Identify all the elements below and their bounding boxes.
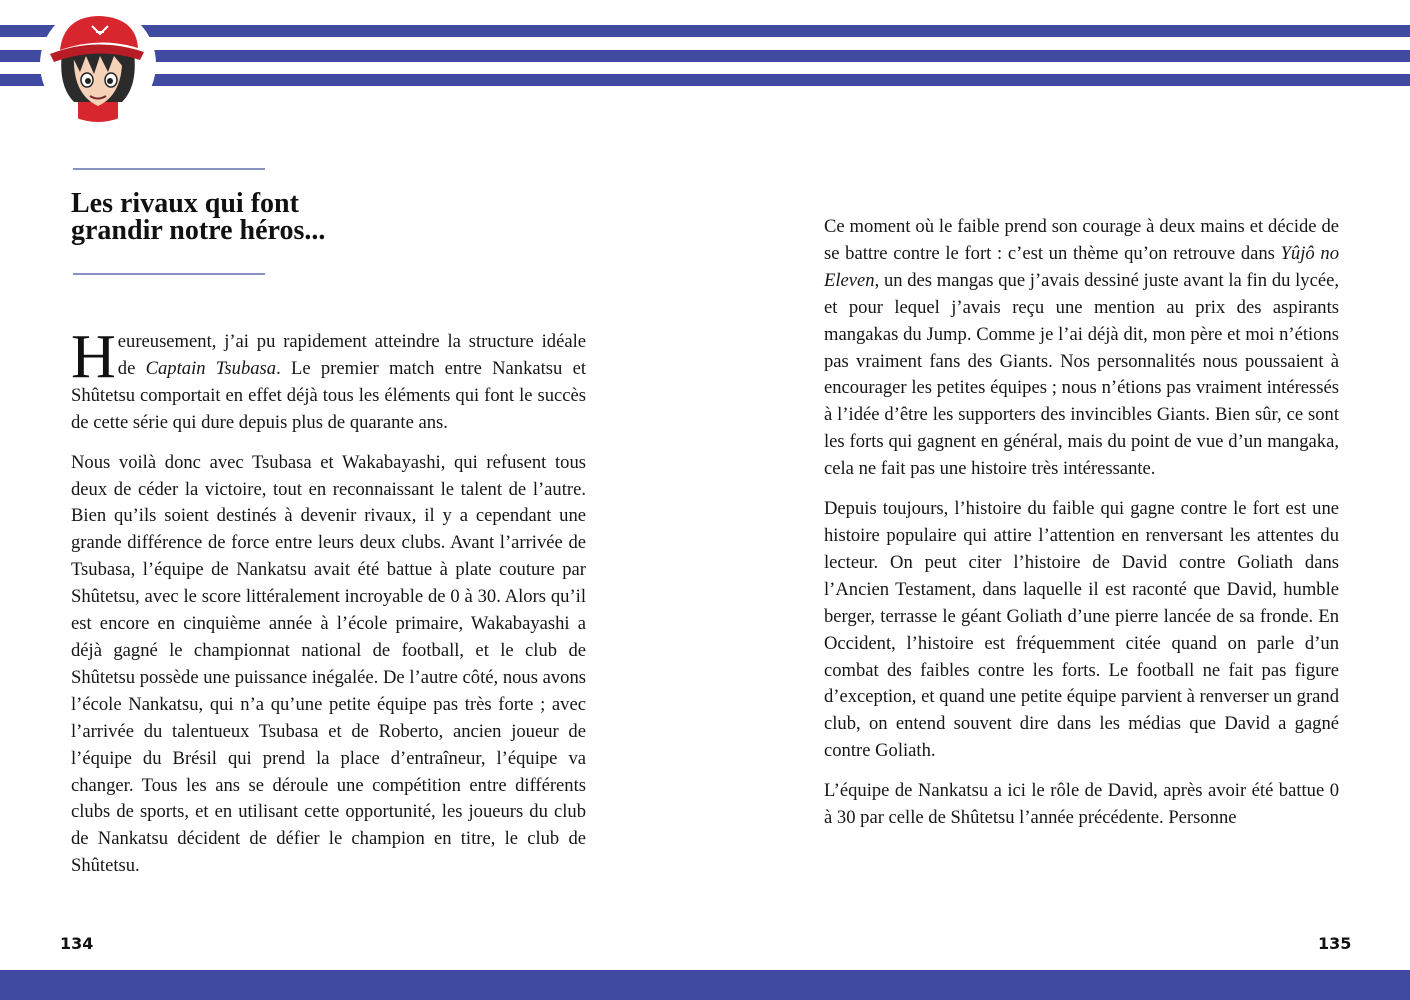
heading-line-2: grandir notre héros... — [71, 215, 326, 246]
left-text-column — [71, 323, 586, 893]
paragraph-text: , un des mangas que j’avais dessiné juste avant la fin du lycée, et pour lequel j’avais reçu une mention au prix des aspirants mangakas du Jump. Comme je l’ai déjà dit, mon père et moi n’étions pas vraiment fans des Giants. Nos personnalités nous poussaient à encourager les petites équipes ; nous n’étions pas vraiment intéressés à l’idée d’être les supporters des invincibles Giants. Bien sûr, ce sont les forts qui gagnent en général, mais du point de vue d’un mangaka, cela ne fait pas une histoire très intéressante. — [824, 269, 1339, 480]
header-stripe — [0, 74, 1410, 86]
paragraph: Nous voilà donc avec Tsubasa et Wakabayashi, qui refusent tous deux de céder la victoire, tout en reconnaissant le talent de l’autre. Bien qu’ils soient destinés à devenir rivaux, il y a cependant une grande différence de force entre leurs deux clubs. Avant l’arrivée de Tsubasa, l’équipe de Nankatsu avait été battue à plate couture par Shûtetsu, avec le score littéralement incroyable de 0 à 30. Alors qu’il est encore en cinquième année à l’école primaire, Wakabayashi a déjà gagné le championnat national de football, et le club de Shûtetsu possède une puissance inégalée. De l’autre côté, nous avons l’école Nankatsu, qui n’a qu’une petite équipe pas très forte ; avec l’arrivée du talentueux Tsubasa et de Roberto, ancien joueur de l’équipe du Brésil qui prend la place d’entraîneur, l’équipe va changer. Tous les ans se déroule une compétition entre différents clubs de sports, et en utilisant cette opportunité, les joueurs du club de Nankatsu décident de défier le champion en titre, le club de Shûtetsu. — [71, 451, 586, 877]
paragraph-text: eureusement, j’ai pu rapidement atteindre la structure idéale de — [117, 331, 586, 379]
paragraph-text: . Le premier match entre Nankatsu et Shûtetsu comportait en effet déjà tous les éléments qui font le succès de cette série qui dure depuis plus de quarante ans. — [71, 357, 586, 433]
tsubasa-portrait-icon — [40, 6, 156, 122]
page-number-right: 135 — [1318, 934, 1352, 953]
right-text-column — [824, 214, 1339, 845]
book-title: Captain Tsubasa — [145, 357, 277, 379]
header-stripe — [0, 50, 1410, 62]
drop-cap: H — [71, 323, 116, 391]
paragraph — [824, 214, 1339, 483]
paragraph: L’équipe de Nankatsu a ici le rôle de David, après avoir été battue 0 à 30 par celle de Shûtetsu l’année précédente. Personne — [824, 780, 1339, 829]
heading-line-1: Les rivaux qui font — [71, 188, 299, 219]
header-stripe — [0, 25, 1410, 37]
page-number-left: 134 — [60, 934, 94, 953]
paragraph — [71, 323, 586, 437]
paragraph-text: Ce moment où le faible prend son courage à deux mains et décide de se battre contre le fort : c’est un thème qu’on retrouve dans — [824, 216, 1339, 264]
heading-rule-top — [73, 168, 265, 170]
section-heading — [71, 190, 491, 244]
footer-band — [0, 970, 1410, 1000]
heading-rule-bottom — [73, 273, 265, 275]
paragraph: Depuis toujours, l’histoire du faible qui gagne contre le fort est une histoire populaire qui attire l’attention en renversant les attentes du lecteur. On peut citer l’histoire de David contre Goliath dans l’Ancien Testament, dans laquelle il est raconté que David, humble berger, terrasse le géant Goliath d’une pierre lancée de sa fronde. En Occident, l’histoire est fréquemment citée quand on parle d’un combat des faibles contre les forts. Le football ne fait pas figure d’exception, et quand une petite équipe parvient à renverser un grand club, on entend souvent dire dans les médias que David a gagné contre Goliath. — [824, 498, 1339, 762]
book-title: Yûjô no Eleven — [824, 242, 1339, 291]
